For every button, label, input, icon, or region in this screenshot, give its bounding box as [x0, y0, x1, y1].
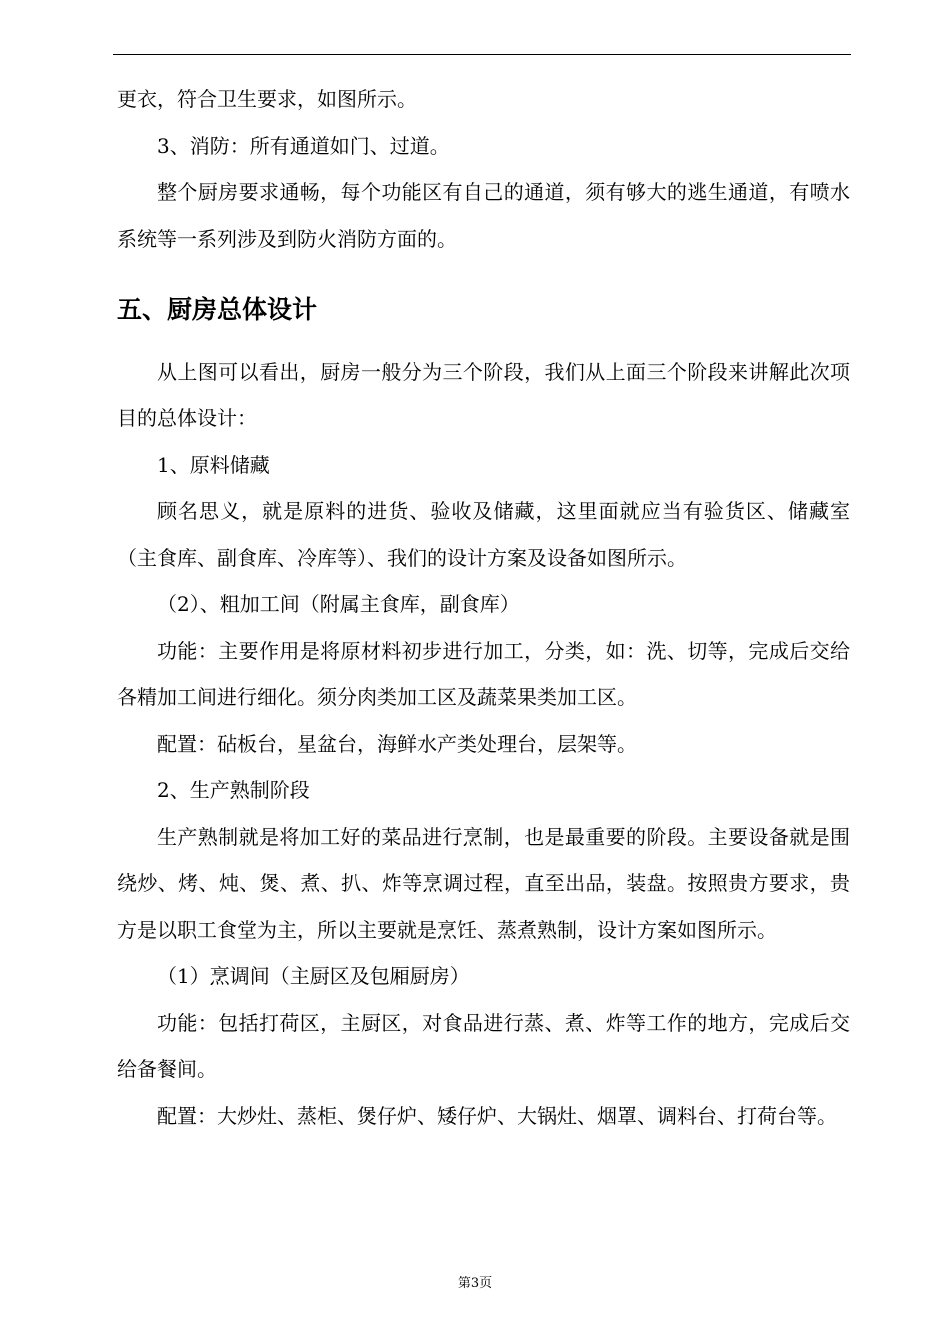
- heading-raw-storage: 1、原料储藏: [157, 452, 270, 477]
- paragraph-passage: 整个厨房要求通畅，每个功能区有自己的通道，须有够大的逃生通道，有喷水系统等一系列涉及到防火消防方面的。: [117, 180, 850, 251]
- heading-production: 2、生产熟制阶段: [157, 778, 310, 802]
- header-rule: [113, 54, 851, 55]
- paragraph-cooking-config: 配置：大炒灶、蒸柜、煲仔炉、矮仔炉、大锅灶、烟罩、调料台、打荷台等。: [157, 1103, 837, 1128]
- paragraph-fire-safety: 3、消防：所有通道如门、过道。: [157, 133, 450, 158]
- paragraph-continued: 更衣，符合卫生要求，如图所示。: [117, 87, 417, 111]
- heading-rough-processing: （2）、粗加工间（附属主食库，副食库）: [157, 592, 520, 616]
- page-number: 第3页: [457, 1276, 493, 1291]
- paragraph-cooking-function: 功能：包括打荷区，主厨区，对食品进行蒸、煮、炸等工作的地方，完成后交给备餐间。: [117, 1010, 850, 1081]
- paragraph-production: 生产熟制就是将加工好的菜品进行烹制，也是最重要的阶段。主要设备就是围绕炒、烤、炖、煲、煮、扒、炸等烹调过程，直至出品，装盘。按照贵方要求，贵方是以职工食堂为主，所以主要就是烹饪、蒸煮熟制，设计方案如图所示。: [117, 824, 850, 942]
- paragraph-rough-function: 功能：主要作用是将原材料初步进行加工，分类，如：洗、切等，完成后交给各精加工间进行细化。须分肉类加工区及蔬菜果类加工区。: [117, 638, 850, 709]
- section-title: 五、厨房总体设计: [117, 295, 318, 324]
- page-body: [117, 76, 850, 1139]
- paragraph-intro: 从上图可以看出，厨房一般分为三个阶段，我们从上面三个阶段来讲解此次项目的总体设计：: [117, 359, 850, 430]
- heading-cooking-room: （1）烹调间（主厨区及包厢厨房）: [157, 964, 470, 988]
- paragraph-rough-config: 配置：砧板台，星盆台，海鲜水产类处理台，层架等。: [157, 731, 637, 756]
- paragraph-storage: 顾名思义，就是原料的进货、验收及储藏，这里面就应当有验货区、储藏室（主食库、副食库、冷库等）、我们的设计方案及设备如图所示。: [117, 499, 850, 570]
